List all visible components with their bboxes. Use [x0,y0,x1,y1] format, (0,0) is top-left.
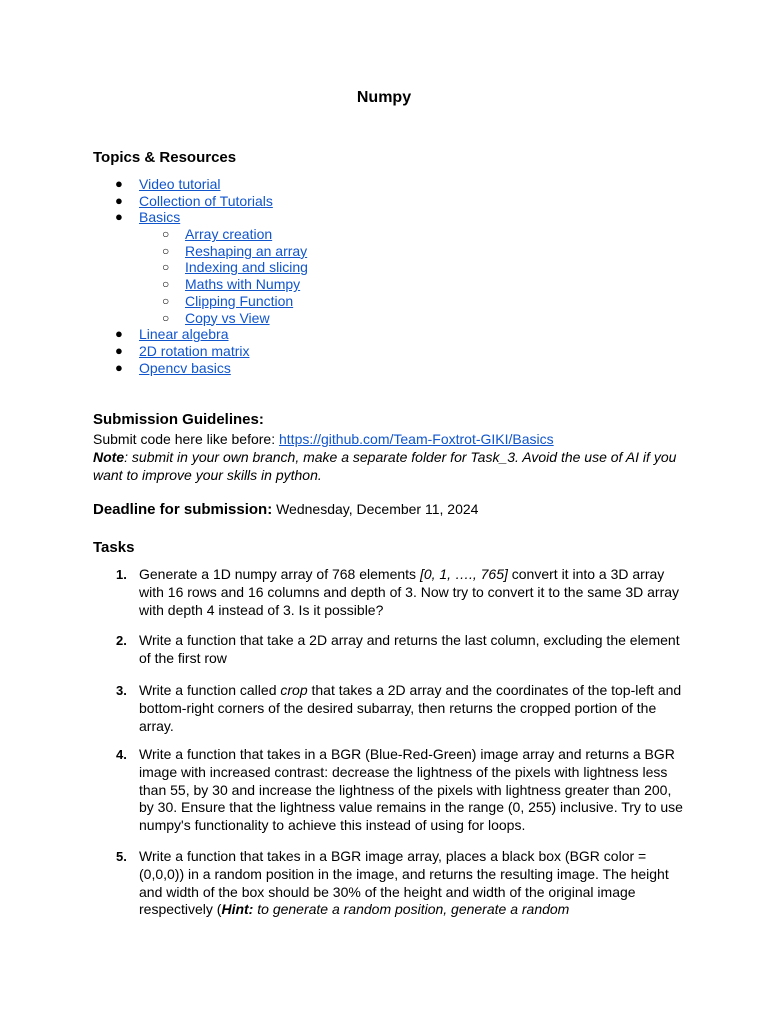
task-text: convert it into a 3D array with 16 rows and 16 columns and depth of 3. Now try to convert it to the same 3D array with depth 4 instead of 3. Is it possible? [139,566,680,618]
task-text-italic: [0, 1, …., 765] [419,566,508,582]
link-copy-vs-view[interactable]: Copy vs View [185,309,270,326]
link-array-creation[interactable]: Array creation [185,226,273,243]
submission-line-prefix: Submit code here like before: [93,431,279,447]
link-2d-rotation-matrix[interactable]: 2D rotation matrix [139,342,250,359]
task-item [93,682,683,746]
tasks-heading: Tasks [93,539,135,556]
task-number: 5. [116,849,127,864]
task-item [93,566,683,632]
task-text: Write a function that take a 2D array and returns the last column, excluding the element of the first row [139,632,680,666]
basics-sublist [139,226,308,326]
link-video-tutorial[interactable]: Video tutorial [139,176,221,192]
bullet-icon: ● [115,209,123,225]
task-number: 2. [116,633,127,648]
submission-line [93,430,693,448]
sublist-item [93,243,308,260]
task-text: Generate a 1D numpy array of 768 elements [139,566,420,582]
link-maths-with-numpy[interactable]: Maths with Numpy [185,276,301,293]
list-item [93,343,308,360]
circle-bullet-icon: ○ [162,243,170,258]
list-item [93,326,308,343]
task-item [93,632,683,682]
list-item [93,193,308,210]
link-linear-algebra[interactable]: Linear algebra [139,326,229,343]
circle-bullet-icon: ○ [162,310,170,325]
deadline-label: Deadline for submission: [93,501,273,518]
sublist-item [93,293,308,310]
deadline [93,501,478,518]
link-clipping-function[interactable]: Clipping Function [185,292,294,309]
deadline-value: Wednesday, December 11, 2024 [276,501,479,517]
task-item [93,746,683,848]
link-reshaping-an-array[interactable]: Reshaping an array [185,242,308,259]
task-text: that takes a 2D array and the coordinates of the top-left and bottom-right corners of the desired subarray, then returns the cropped portion of the array. [139,682,682,734]
task-number: 4. [116,747,127,762]
task-number: 1. [116,567,127,582]
github-link[interactable]: https://github.com/Team-Foxtrot-GIKI/Basics [279,431,554,447]
task-item [93,848,683,919]
submission-section [93,411,693,484]
task-text-italic: to generate a random position, generate a random [253,901,570,918]
circle-bullet-icon: ○ [162,277,170,292]
sublist-item [93,310,308,327]
sublist-item [93,259,308,276]
topics-heading: Topics & Resources [93,149,237,166]
list-item [93,209,308,326]
link-indexing-and-slicing[interactable]: Indexing and slicing [185,259,308,276]
task-text: Write a function called [139,682,281,698]
submission-note [93,448,693,484]
bullet-icon: ● [115,326,123,342]
task-text: Write a function that takes in a BGR image array, places a black box (BGR color = (0,0,0)) in a random position in the image, and returns the resulting image. The height and width of the box should be 30% of the height and width of the original image respectively ( [139,848,669,918]
circle-bullet-icon: ○ [162,227,170,242]
submission-heading: Submission Guidelines: [93,411,264,428]
list-item [93,360,308,377]
task-text-italic: crop [280,682,308,698]
note-text: : submit in your own branch, make a separate folder for Task_3. Avoid the use of AI if you want to improve your skills in python. [93,449,677,483]
task-number: 3. [116,683,127,698]
sublist-item [93,226,308,243]
bullet-icon: ● [115,176,123,191]
tasks-list [93,566,683,919]
page-title: Numpy [356,89,412,106]
link-collection-of-tutorials[interactable]: Collection of Tutorials [139,192,273,209]
bullet-icon: ● [115,342,123,358]
circle-bullet-icon: ○ [162,260,170,275]
hint-label: Hint: [221,901,254,918]
list-item [93,176,308,193]
topics-list [93,176,308,376]
bullet-icon: ● [115,192,123,208]
note-label: Note [93,449,125,465]
sublist-item [93,276,308,293]
circle-bullet-icon: ○ [162,293,170,308]
task-text: Write a function that takes in a BGR (Blue-Red-Green) image array and returns a BGR image with increased contrast: decrease the lightness of the pixels with lightness less than 55, by 30 and increase the lightness of the pixels with lightness greater than 200, by 30. Ensure that the lightness value remains in the range (0, 255) inclusive. Try to use numpy's functionality to achieve this instead of using for loops. [139,746,683,834]
link-basics[interactable]: Basics [139,209,181,226]
bullet-icon: ● [115,359,123,375]
link-opencv-basics[interactable]: Opencv basics [139,359,231,376]
